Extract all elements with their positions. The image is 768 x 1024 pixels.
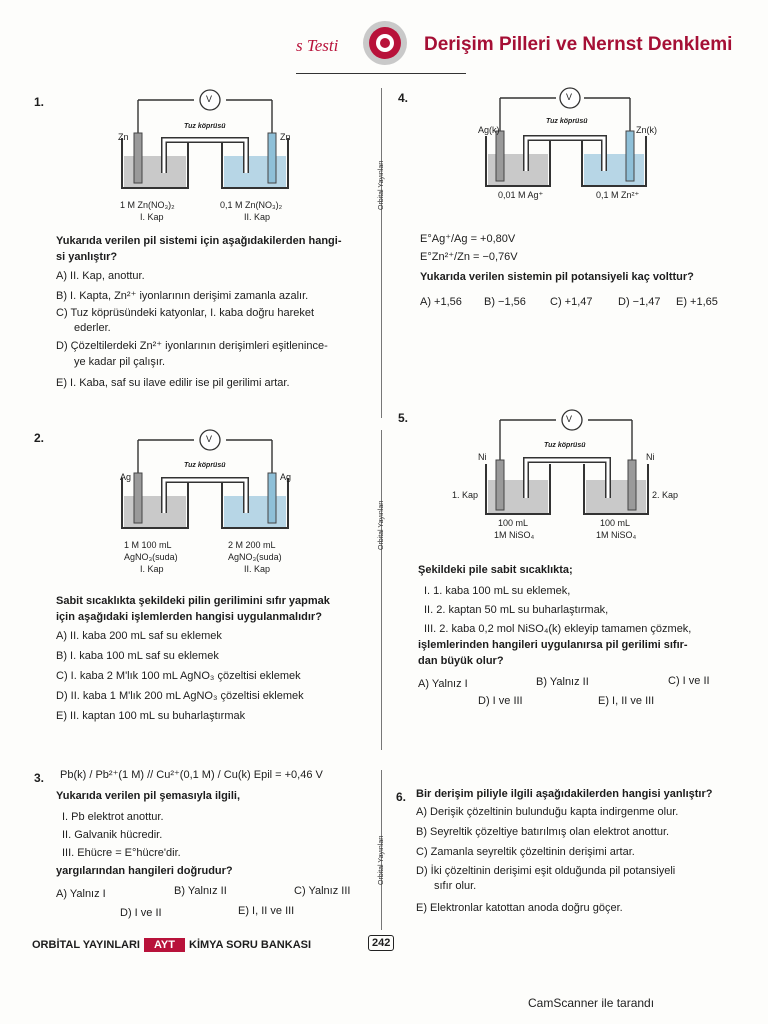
electrode-label: Ag	[120, 472, 132, 482]
option-c[interactable]: C) I ve II	[668, 675, 710, 687]
question-number: 6.	[396, 790, 407, 804]
question-number: 1.	[34, 95, 45, 109]
test-label: s Testi	[296, 36, 339, 55]
electrode-label: Zn(k)	[636, 125, 657, 135]
cell-diagram	[472, 408, 672, 526]
voltmeter-label: V	[566, 414, 573, 424]
question-stem: Bir derişim piliyle ilgili aşağıdakilerden hangisi yanlıştır?	[416, 788, 713, 800]
solution-label: AgNO₃(suda)	[228, 552, 282, 562]
option-e[interactable]: E) I, II ve III	[598, 695, 655, 707]
voltmeter-label: V	[206, 434, 213, 444]
option-c[interactable]: C) I. kaba 2 M'lık 100 mL AgNO₃ çözeltisi eklemek	[56, 670, 301, 682]
salt-bridge-label: Tuz köprüsü	[184, 462, 226, 469]
statement: II. 2. kaptan 50 mL su buharlaştırmak,	[424, 604, 609, 616]
side-label: Orbital Yayınları	[378, 160, 385, 210]
voltmeter-label: V	[566, 92, 573, 102]
option-list	[416, 802, 736, 918]
salt-bridge-label: Tuz köprüsü	[546, 118, 588, 125]
option-d-cont: sıfır olur.	[434, 880, 477, 892]
option-c[interactable]: C) Yalnız III	[294, 885, 351, 897]
option-list	[56, 626, 366, 726]
cup-label: I. Kap	[140, 212, 164, 222]
option-d[interactable]: D) II. kaba 1 M'lık 200 mL AgNO₃ çözeltisi eklemek	[56, 690, 304, 702]
question-stem: Yukarıda verilen pil şemasıyla ilgili,	[56, 790, 241, 802]
voltmeter-label: V	[206, 94, 213, 104]
question-text: Yukarıda verilen sistemin pil potansiyeli kaç volttur?	[420, 271, 694, 283]
cell-diagram	[110, 428, 310, 538]
cup-label: 2. Kap	[652, 490, 679, 500]
side-label: Orbital Yayınları	[378, 835, 385, 885]
question-text: yargılarından hangileri doğrudur?	[56, 865, 233, 877]
statement: III. 2. kaba 0,2 mol NiSO₄(k) ekleyip tamamen çözmek,	[424, 623, 692, 635]
option-a[interactable]: A) +1,56	[420, 296, 462, 308]
publisher-name: ORBİTAL YAYINLARI	[32, 939, 140, 951]
statement: II. Galvanik hücredir.	[62, 829, 163, 841]
question-number: 3.	[34, 771, 45, 785]
option-e[interactable]: E) I, II ve III	[238, 905, 295, 917]
option-d[interactable]: D) I ve III	[478, 695, 523, 707]
solution-label: 100 mL	[498, 518, 529, 528]
option-d[interactable]: D) Çözeltilerdeki Zn²⁺ iyonlarının derişimleri eşitlenince-	[56, 340, 328, 352]
electrode-label: Zn	[280, 132, 291, 142]
option-d[interactable]: D) I ve II	[120, 907, 162, 919]
solution-label: 1 M 100 mL	[124, 540, 172, 550]
statement: I. 1. kaba 100 mL su eklemek,	[424, 585, 571, 597]
option-d-cont: ye kadar pil çalışır.	[74, 356, 166, 368]
option-c[interactable]: C) Zamanla seyreltik çözeltinin derişimi artar.	[416, 846, 635, 858]
exam-badge: AYT	[144, 938, 185, 952]
electrode-label: Ni	[478, 452, 487, 462]
column-divider	[381, 88, 382, 418]
option-a[interactable]: A) II. kaba 200 mL saf su eklemek	[56, 630, 222, 642]
option-b[interactable]: B) Yalnız II	[174, 885, 227, 897]
solution-label: 2 M 200 mL	[228, 540, 276, 550]
question-number: 5.	[398, 411, 409, 425]
cup-label: 1. Kap	[452, 490, 479, 500]
statement-list	[424, 582, 691, 639]
question-text: işlemlerinden hangileri uygulanırsa pil gerilimi sıfır- dan büyük olur?	[418, 639, 688, 667]
option-b[interactable]: B) Yalnız II	[536, 676, 589, 688]
question-number: 2.	[34, 431, 45, 445]
orbital-logo-icon	[360, 18, 410, 68]
option-b[interactable]: B) Seyreltik çözeltiye batırılmış olan elektrot anottur.	[416, 826, 670, 838]
option-b[interactable]: B) I. Kapta, Zn²⁺ iyonlarının derişimi zamanla azalır.	[56, 290, 309, 302]
question-number: 4.	[398, 91, 409, 105]
statement-list	[62, 808, 181, 862]
potential-value: E°Zn²⁺/Zn = −0,76V	[420, 251, 518, 263]
option-b[interactable]: B) I. kaba 100 mL saf su eklemek	[56, 650, 219, 662]
electrode-label: Ag	[280, 472, 292, 482]
electrode-label: Ag(k)	[478, 125, 500, 135]
option-a[interactable]: A) Yalnız I	[418, 678, 468, 690]
page-number: 242	[368, 935, 394, 951]
question-stem: Sabit sıcaklıkta şekildeki pilin gerilimini sıfır yapmak için aşağıdaki işlemlerden hangisi uygulanmalıdır?	[56, 595, 330, 623]
cell-diagram	[470, 86, 670, 196]
option-a[interactable]: A) Yalnız I	[56, 888, 106, 900]
cell-scheme: Pb(k) / Pb²⁺(1 M) // Cu²⁺(0,1 M) / Cu(k) Epil = +0,46 V	[60, 769, 323, 781]
salt-bridge-label: Tuz köprüsü	[184, 123, 226, 130]
cup-label: I. Kap	[140, 564, 164, 574]
cell-diagram	[110, 88, 310, 198]
option-list	[56, 266, 366, 393]
page-title: Derişim Pilleri ve Nernst Denklemi	[424, 34, 733, 55]
solution-label: 1M NiSO₄	[494, 530, 535, 540]
solution-label: 0,1 M Zn²⁺	[596, 190, 640, 200]
scanner-watermark: CamScanner ile tarandı	[528, 996, 655, 1010]
option-d[interactable]: D) −1,47	[618, 296, 661, 308]
option-e[interactable]: E) +1,65	[676, 296, 718, 308]
option-e[interactable]: E) Elektronlar katottan anoda doğru göçer.	[416, 902, 623, 914]
statement: I. Pb elektrot anottur.	[62, 811, 164, 823]
option-e[interactable]: E) I. Kaba, saf su ilave edilir ise pil gerilimi artar.	[56, 377, 290, 389]
solution-label: 1 M Zn(NO₃)₂	[120, 200, 175, 210]
electrode-label: Ni	[646, 452, 655, 462]
book-name: KİMYA SORU BANKASI	[189, 939, 312, 951]
footer-bar	[32, 938, 311, 952]
option-d[interactable]: D) İki çözeltinin derişimi eşit olduğunda pil potansiyeli	[416, 865, 676, 877]
side-label: Orbital Yayınları	[378, 500, 385, 550]
column-divider	[381, 430, 382, 750]
cup-label: II. Kap	[244, 564, 271, 574]
option-e[interactable]: E) II. kaptan 100 mL su buharlaştırmak	[56, 710, 246, 722]
header-underline	[296, 73, 466, 74]
option-a[interactable]: A) Derişik çözeltinin bulunduğu kapta indirgenme olur.	[416, 806, 679, 818]
question-stem: Yukarıda verilen pil sistemi için aşağıdakilerden hangi- si yanlıştır?	[56, 235, 342, 263]
cup-label: II. Kap	[244, 212, 271, 222]
potential-value: E°Ag⁺/Ag = +0,80V	[420, 233, 516, 245]
solution-label: 1M NiSO₄	[596, 530, 637, 540]
statement: III. Ehücre = E°hücre'dir.	[62, 847, 181, 859]
solution-label: 0,01 M Ag⁺	[498, 190, 544, 200]
solution-label: 0,1 M Zn(NO₃)₂	[220, 200, 283, 210]
solution-label: AgNO₃(suda)	[124, 552, 178, 562]
option-c[interactable]: C) Tuz köprüsündeki katyonlar, I. kaba doğru hareket	[56, 307, 315, 319]
option-a[interactable]: A) II. Kap, anottur.	[56, 270, 145, 282]
solution-label: 100 mL	[600, 518, 631, 528]
question-stem: Şekildeki pile sabit sıcaklıkta;	[418, 564, 573, 576]
option-b[interactable]: B) −1,56	[484, 296, 526, 308]
option-c[interactable]: C) +1,47	[550, 296, 593, 308]
electrode-label: Zn	[118, 132, 129, 142]
option-c-cont: ederler.	[74, 322, 111, 334]
salt-bridge-label: Tuz köprüsü	[544, 442, 586, 449]
